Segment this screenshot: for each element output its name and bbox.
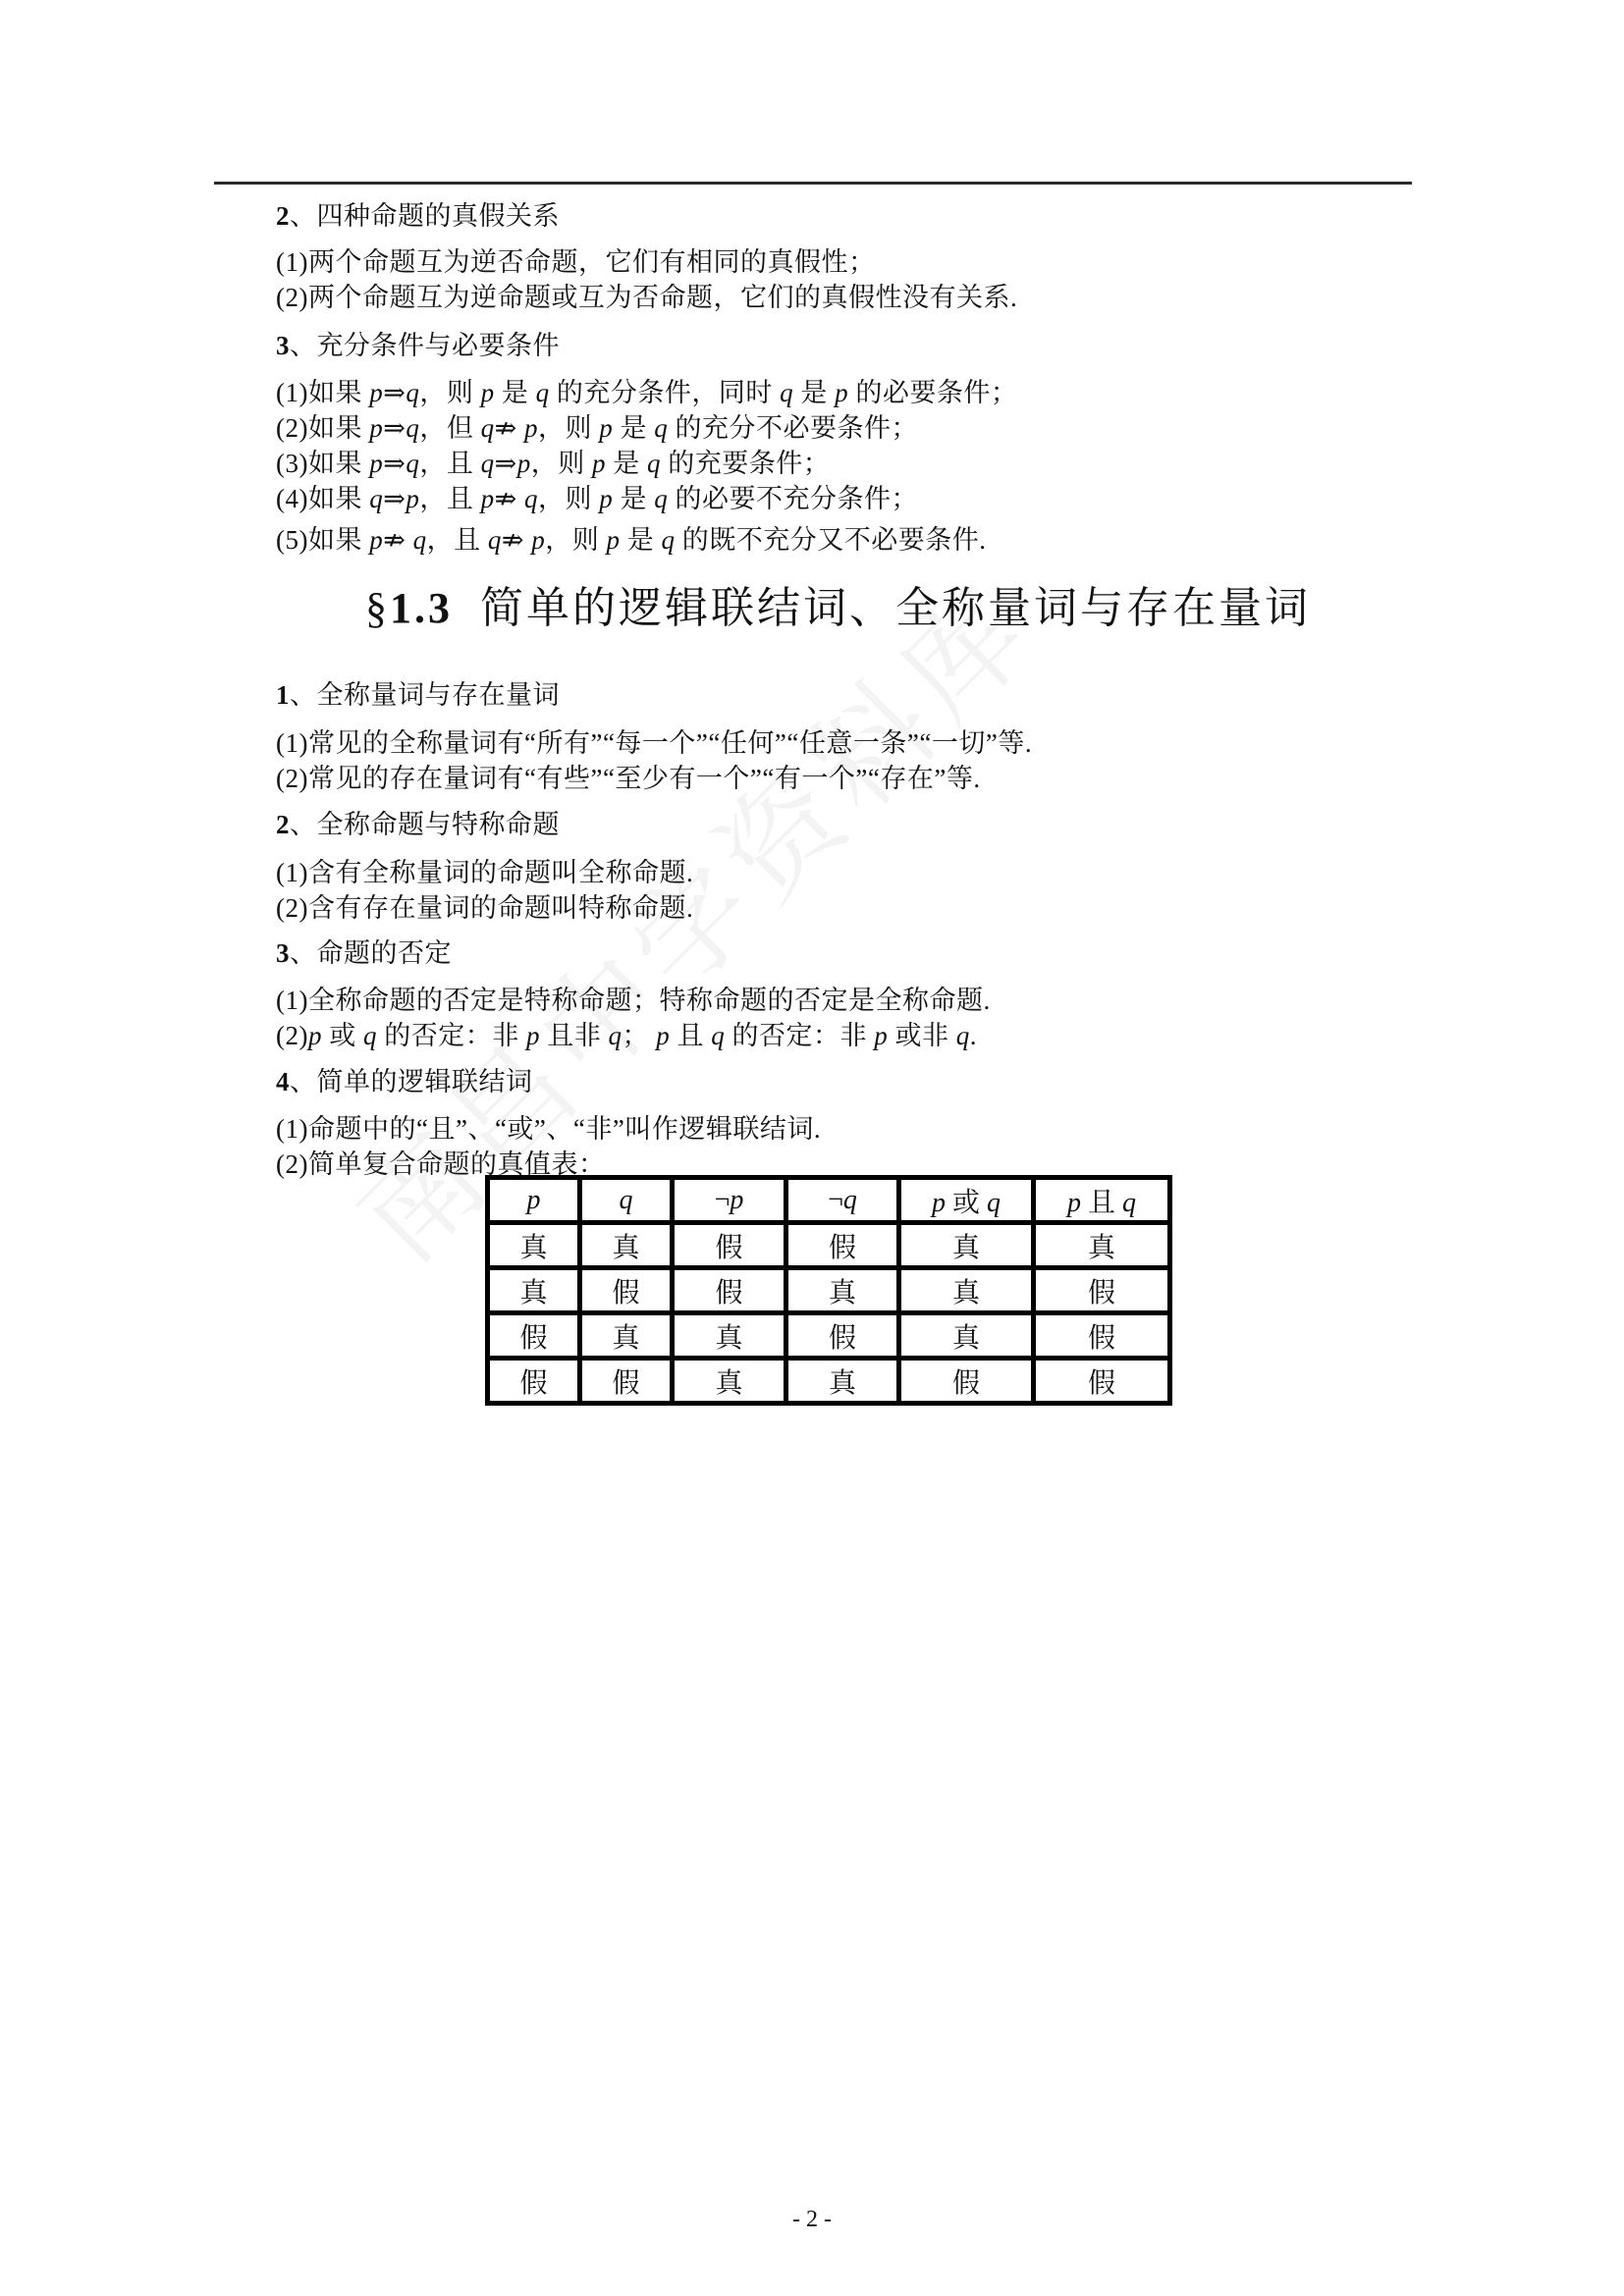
- table-cell: 真: [899, 1313, 1034, 1359]
- math-variable: p: [307, 1021, 322, 1050]
- math-variable: q: [780, 378, 794, 407]
- math-variable: q: [480, 413, 495, 443]
- math-variable: q: [362, 1021, 377, 1050]
- math-variable: p: [525, 1021, 540, 1050]
- heading-conditions: [276, 328, 560, 363]
- heading-text: 、全称量词与存在量词: [290, 680, 560, 710]
- list-item: (1)常见的全称量词有“所有”“每一个”“任何”“任意一条”“一切”等.: [276, 728, 1033, 758]
- text-run: 是: [605, 449, 647, 478]
- math-variable: p: [931, 1187, 946, 1218]
- math-variable: p: [369, 378, 384, 407]
- text-run: 是: [494, 378, 536, 407]
- math-variable: p: [369, 525, 384, 555]
- heading-negation: [276, 935, 452, 971]
- math-variable: p: [516, 449, 531, 478]
- table-header-cell: [1034, 1178, 1170, 1223]
- table-cell: 假: [1034, 1313, 1170, 1359]
- math-variable: q: [654, 413, 669, 443]
- table-cell: 假: [488, 1359, 580, 1404]
- table-cell: 假: [1034, 1359, 1170, 1404]
- text-run: ⇏: [501, 525, 532, 555]
- text-run: ¬: [714, 1184, 731, 1215]
- text-run: 的必要不充分条件；: [668, 484, 918, 513]
- table-cell: 真: [899, 1223, 1034, 1268]
- table-cell: 假: [1034, 1268, 1170, 1313]
- table-cell: 假: [673, 1223, 786, 1268]
- list-item: [276, 1018, 977, 1053]
- text-run: ⇒: [494, 449, 517, 478]
- text-run: (5)如果: [276, 525, 370, 555]
- text-run: (1)如果: [276, 378, 370, 407]
- heading-number: 4: [276, 1067, 290, 1096]
- text-run: ，则: [545, 525, 607, 555]
- table-cell: 假: [786, 1313, 899, 1359]
- math-variable: p: [523, 413, 538, 443]
- table-cell: 真: [488, 1223, 580, 1268]
- text-run: 或: [321, 1021, 363, 1050]
- heading-text: 、四种命题的真假关系: [290, 201, 560, 231]
- list-item: (2)常见的存在量词有“有些”“至少有一个”“有一个”“存在”等.: [276, 764, 981, 793]
- math-variable: p: [874, 1021, 889, 1050]
- truth-table: [485, 1175, 1172, 1406]
- heading-quantifiers: [276, 677, 560, 713]
- table-header-cell: [488, 1178, 580, 1223]
- list-item: (1)两个命题互为逆否命题，它们有相同的真假性；: [276, 247, 876, 277]
- section-number: 1.3: [390, 584, 453, 632]
- text-run: 是: [793, 378, 836, 407]
- math-variable: p: [480, 378, 495, 407]
- text-run: ，则: [537, 413, 600, 443]
- text-run: 的既不充分又不必要条件.: [675, 525, 987, 555]
- math-variable: q: [406, 378, 420, 407]
- table-cell: 假: [786, 1223, 899, 1268]
- list-item: (2)含有存在量词的命题叫特称命题.: [276, 893, 694, 923]
- table-cell: 真: [488, 1268, 580, 1313]
- text-run: 或: [945, 1187, 987, 1218]
- text-run: 是: [613, 484, 655, 513]
- text-run: ，且: [419, 484, 481, 513]
- heading-four-propositions: [276, 198, 560, 234]
- math-variable: p: [531, 525, 546, 555]
- math-variable: q: [487, 525, 502, 555]
- text-run: 的必要条件；: [848, 378, 1018, 407]
- math-variable: p: [599, 413, 614, 443]
- table-cell: 真: [673, 1359, 786, 1404]
- math-variable: q: [369, 484, 384, 513]
- table-cell: 假: [580, 1268, 673, 1313]
- heading-universal-existential: [276, 807, 560, 842]
- text-run: ⇒: [383, 449, 406, 478]
- heading-text: 、充分条件与必要条件: [290, 331, 560, 360]
- heading-connectives: [276, 1064, 533, 1099]
- text-run: ⇏: [494, 484, 524, 513]
- text-run: 的充分不必要条件；: [668, 413, 918, 443]
- text-run: (2): [276, 1021, 308, 1050]
- table-cell: 真: [899, 1268, 1034, 1313]
- table-header-cell: [673, 1178, 786, 1223]
- heading-text: 、命题的否定: [290, 938, 452, 968]
- text-run: 且: [670, 1021, 712, 1050]
- math-variable: q: [646, 449, 661, 478]
- text-run: 且非: [539, 1021, 609, 1050]
- text-run: 的否定：非: [725, 1021, 875, 1050]
- math-variable: p: [480, 484, 495, 513]
- list-item: [276, 522, 986, 558]
- text-run: ，但: [419, 413, 481, 443]
- heading-number: 3: [276, 938, 290, 968]
- text-run: (2)如果: [276, 413, 370, 443]
- math-variable: q: [608, 1021, 623, 1050]
- table-header-cell: [899, 1178, 1034, 1223]
- math-variable: q: [523, 484, 538, 513]
- text-run: 的充分条件，同时: [549, 378, 781, 407]
- math-variable: p: [835, 378, 849, 407]
- text-run: (4)如果: [276, 484, 370, 513]
- math-variable: q: [987, 1187, 1001, 1218]
- text-run: ¬: [828, 1184, 843, 1215]
- math-variable: q: [654, 484, 669, 513]
- table-row: [488, 1359, 1170, 1404]
- header-rule: [214, 182, 1412, 185]
- text-run: 的充要条件；: [660, 449, 831, 478]
- text-run: ，且: [419, 449, 481, 478]
- list-item: (1)含有全称量词的命题叫全称命题.: [276, 858, 694, 887]
- table-cell: 真: [1034, 1223, 1170, 1268]
- text-run: .: [969, 1021, 977, 1050]
- list-item: (2)两个命题互为逆命题或互为否命题，它们的真假性没有关系.: [276, 283, 1018, 312]
- table-row: [488, 1223, 1170, 1268]
- heading-number: 2: [276, 810, 290, 839]
- math-variable: q: [480, 449, 495, 478]
- list-item: [276, 481, 918, 516]
- table-cell: 假: [673, 1268, 786, 1313]
- list-item: [276, 410, 918, 446]
- table-header-cell: [786, 1178, 899, 1223]
- math-variable: q: [406, 449, 420, 478]
- math-variable: p: [656, 1021, 671, 1050]
- heading-number: 1: [276, 680, 290, 710]
- math-variable: p: [599, 484, 614, 513]
- text-run: ；: [622, 1021, 657, 1050]
- table-header-row: [488, 1178, 1170, 1223]
- math-variable: q: [711, 1021, 726, 1050]
- section-title: [365, 579, 1311, 638]
- math-variable: q: [842, 1184, 857, 1215]
- table-cell: 假: [899, 1359, 1034, 1404]
- section-title-text: 简单的逻辑联结词、全称量词与存在量词: [480, 584, 1311, 632]
- math-variable: q: [955, 1021, 970, 1050]
- heading-text: 、简单的逻辑联结词: [290, 1067, 533, 1096]
- list-item: [276, 446, 830, 481]
- table-cell: 真: [580, 1313, 673, 1359]
- text-run: 的否定：非: [376, 1021, 526, 1050]
- text-run: ，且: [426, 525, 488, 555]
- table-row: [488, 1313, 1170, 1359]
- math-variable: p: [1066, 1187, 1081, 1218]
- math-variable: q: [412, 525, 427, 555]
- list-item: (1)命题中的“且”、“或”、“非”叫作逻辑联结词.: [276, 1114, 822, 1144]
- heading-number: 3: [276, 331, 290, 360]
- table-cell: 真: [786, 1268, 899, 1313]
- text-run: ，则: [530, 449, 592, 478]
- page-number: - 2 -: [792, 2207, 832, 2232]
- text-run: 是: [620, 525, 662, 555]
- math-variable: p: [591, 449, 606, 478]
- table-cell: 真: [673, 1313, 786, 1359]
- math-variable: q: [619, 1184, 633, 1215]
- math-variable: q: [1122, 1187, 1136, 1218]
- section-symbol: §: [365, 584, 390, 632]
- table-cell: 假: [488, 1313, 580, 1359]
- math-variable: q: [406, 413, 420, 443]
- table-cell: 真: [580, 1223, 673, 1268]
- text-run: (3)如果: [276, 449, 370, 478]
- table-cell: 真: [786, 1359, 899, 1404]
- table-row: [488, 1268, 1170, 1313]
- text-run: 且: [1080, 1187, 1122, 1218]
- text-run: ，则: [537, 484, 600, 513]
- text-run: ⇒: [383, 378, 406, 407]
- text-run: ⇒: [383, 413, 406, 443]
- math-variable: q: [661, 525, 676, 555]
- list-item: (1)全称命题的否定是特称命题；特称命题的否定是全称命题.: [276, 986, 991, 1015]
- text-run: 或非: [888, 1021, 956, 1050]
- math-variable: q: [535, 378, 550, 407]
- table-header-cell: [580, 1178, 673, 1223]
- text-run: ⇏: [494, 413, 524, 443]
- math-variable: p: [606, 525, 621, 555]
- text-run: ，则: [419, 378, 481, 407]
- table-cell: 假: [580, 1359, 673, 1404]
- text-run: 是: [613, 413, 655, 443]
- math-variable: p: [730, 1184, 744, 1215]
- math-variable: p: [526, 1184, 541, 1215]
- math-variable: p: [406, 484, 420, 513]
- text-run: ⇒: [383, 484, 406, 513]
- text-run: ⇏: [383, 525, 413, 555]
- list-item: [276, 375, 1017, 410]
- math-variable: p: [369, 413, 384, 443]
- math-variable: p: [369, 449, 384, 478]
- heading-text: 、全称命题与特称命题: [290, 810, 560, 839]
- heading-number: 2: [276, 201, 290, 231]
- list-item: (2)简单复合命题的真值表：: [276, 1149, 606, 1179]
